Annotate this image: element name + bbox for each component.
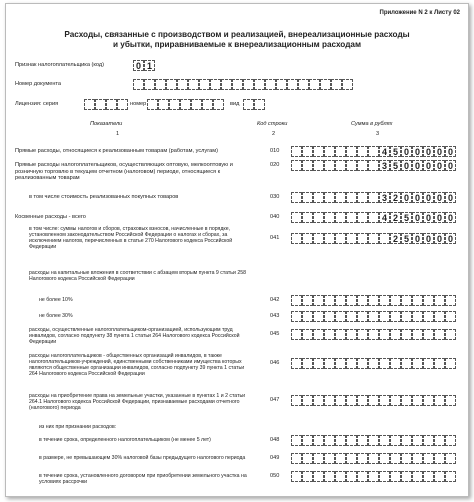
- row-040-label: Косвенные расходы - всего: [15, 214, 86, 220]
- sum-cell-046[interactable]: [401, 358, 412, 369]
- sum-cell-030[interactable]: [357, 192, 368, 203]
- sum-cell-041[interactable]: [302, 233, 313, 244]
- sum-cell-020[interactable]: 0: [445, 160, 456, 171]
- doc-number-cell[interactable]: [199, 79, 210, 90]
- doc-number-cell[interactable]: [265, 79, 276, 90]
- sum-cell-048[interactable]: [324, 435, 335, 446]
- sum-cell-047[interactable]: [324, 395, 335, 406]
- sum-cell-048[interactable]: [401, 435, 412, 446]
- sum-cell-050[interactable]: [390, 471, 401, 482]
- sum-cell-049[interactable]: [291, 453, 302, 464]
- sum-cell-010[interactable]: 0: [423, 146, 434, 157]
- sum-cell-045[interactable]: [335, 329, 346, 340]
- sum-cell-010[interactable]: [357, 146, 368, 157]
- sum-cell-030[interactable]: [346, 192, 357, 203]
- row-045-label: расходы, осуществленные налогоплательщиком-организацией, использующим труд инвалидов, согласно подпункту 38 пункта 1 статьи 264 Налогового кодекса Российской Федерации: [29, 327, 240, 346]
- license-series-cell[interactable]: [84, 99, 95, 110]
- row-041-code: 041: [270, 235, 280, 241]
- doc-number-cell[interactable]: [254, 79, 265, 90]
- sum-cell-041[interactable]: [346, 233, 357, 244]
- license-type-cell[interactable]: [254, 99, 265, 110]
- sum-cell-048[interactable]: [412, 435, 423, 446]
- sum-cell-050[interactable]: [423, 471, 434, 482]
- sum-cell-046[interactable]: [335, 358, 346, 369]
- sum-cell-046[interactable]: [291, 358, 302, 369]
- license-number-cell[interactable]: [191, 99, 202, 110]
- sum-cell-030[interactable]: [324, 192, 335, 203]
- sum-cell-045[interactable]: [357, 329, 368, 340]
- sum-cell-043[interactable]: [368, 311, 379, 322]
- sum-cell-047[interactable]: [357, 395, 368, 406]
- sum-cell-043[interactable]: [390, 311, 401, 322]
- col-sum-header: Сумма в рублях: [351, 121, 393, 127]
- sum-cell-040[interactable]: 2: [390, 212, 401, 223]
- doc-number-cell[interactable]: [342, 79, 353, 90]
- sum-cell-042[interactable]: [368, 295, 379, 306]
- sum-cell-020[interactable]: 0: [423, 160, 434, 171]
- sum-cell-020[interactable]: 0: [412, 160, 423, 171]
- sum-cell-043[interactable]: [434, 311, 445, 322]
- doc-number-cell[interactable]: [155, 79, 166, 90]
- sum-cell-040[interactable]: [302, 212, 313, 223]
- sum-cell-020[interactable]: [302, 160, 313, 171]
- doc-number-cell[interactable]: [331, 79, 342, 90]
- sum-cell-043[interactable]: [313, 311, 324, 322]
- sum-cell-042[interactable]: [291, 295, 302, 306]
- doc-number-cell[interactable]: [298, 79, 309, 90]
- sum-cell-049[interactable]: [379, 453, 390, 464]
- sum-cell-030[interactable]: 2: [390, 192, 401, 203]
- license-series-cell[interactable]: [106, 99, 117, 110]
- sum-cell-049[interactable]: [368, 453, 379, 464]
- sum-cell-040[interactable]: [335, 212, 346, 223]
- sum-cell-050[interactable]: [434, 471, 445, 482]
- row-010-code: 010: [270, 148, 280, 154]
- sum-cell-045[interactable]: [434, 329, 445, 340]
- doc-number-cell[interactable]: [320, 79, 331, 90]
- sum-cell-040[interactable]: 4: [379, 212, 390, 223]
- sum-cell-030[interactable]: 0: [445, 192, 456, 203]
- sum-cell-050[interactable]: [313, 471, 324, 482]
- sum-cell-030[interactable]: [291, 192, 302, 203]
- sum-cell-042[interactable]: [401, 295, 412, 306]
- sum-cell-046[interactable]: [313, 358, 324, 369]
- sum-cell-049[interactable]: [434, 453, 445, 464]
- sum-cell-010[interactable]: [324, 146, 335, 157]
- sum-cell-047[interactable]: [291, 395, 302, 406]
- sum-cell-048[interactable]: [313, 435, 324, 446]
- license-number-cell[interactable]: [158, 99, 169, 110]
- sum-cell-050[interactable]: [302, 471, 313, 482]
- sum-cell-010[interactable]: 5: [390, 146, 401, 157]
- license-number-cell[interactable]: [169, 99, 180, 110]
- sum-cell-047[interactable]: [346, 395, 357, 406]
- sum-cell-050[interactable]: [401, 471, 412, 482]
- sum-cell-042[interactable]: [390, 295, 401, 306]
- row-050-code: 050: [270, 473, 280, 479]
- license-series-cell[interactable]: [95, 99, 106, 110]
- sum-cell-043[interactable]: [401, 311, 412, 322]
- sum-cell-047[interactable]: [401, 395, 412, 406]
- sum-cell-010[interactable]: 0: [445, 146, 456, 157]
- sum-cell-020[interactable]: [324, 160, 335, 171]
- sum-cell-047[interactable]: [434, 395, 445, 406]
- sum-cell-046[interactable]: [302, 358, 313, 369]
- license-number-cell[interactable]: [147, 99, 158, 110]
- sum-cell-042[interactable]: [357, 295, 368, 306]
- row-046-code: 046: [270, 360, 280, 366]
- sum-cell-041[interactable]: [313, 233, 324, 244]
- sum-cell-040[interactable]: [357, 212, 368, 223]
- sum-cell-048[interactable]: [302, 435, 313, 446]
- sum-cell-042[interactable]: [335, 295, 346, 306]
- license-number-cell[interactable]: [202, 99, 213, 110]
- sum-cell-030[interactable]: [313, 192, 324, 203]
- row-030-label: в том числе стоимость реализованных покупных товаров: [29, 194, 179, 200]
- sum-cell-020[interactable]: [346, 160, 357, 171]
- doc-number-cell[interactable]: [309, 79, 320, 90]
- sum-cell-047[interactable]: [390, 395, 401, 406]
- sum-cell-043[interactable]: [324, 311, 335, 322]
- sum-cell-047[interactable]: [423, 395, 434, 406]
- sum-cell-048[interactable]: [335, 435, 346, 446]
- sum-cell-041[interactable]: [357, 233, 368, 244]
- sum-cell-010[interactable]: [291, 146, 302, 157]
- sum-cell-020[interactable]: [291, 160, 302, 171]
- sum-cell-010[interactable]: 0: [412, 146, 423, 157]
- sum-cell-030[interactable]: [302, 192, 313, 203]
- sum-cell-040[interactable]: 0: [423, 212, 434, 223]
- sum-cell-048[interactable]: [445, 435, 456, 446]
- row-020-code: 020: [270, 162, 280, 168]
- capex-label: расходы на капитальные вложения в соответствии с абзацем вторым пункта 9 статьи 258 Налогового кодекса Российской Федерации: [29, 270, 247, 283]
- col-number-2: 2: [272, 131, 276, 137]
- sum-cell-049[interactable]: [313, 453, 324, 464]
- row-042-code: 042: [270, 297, 280, 303]
- license-series-label: Лицензия: серия: [15, 101, 59, 107]
- sum-cell-047[interactable]: [335, 395, 346, 406]
- sum-cell-045[interactable]: [390, 329, 401, 340]
- sum-cell-041[interactable]: 0: [445, 233, 456, 244]
- sum-cell-041[interactable]: [324, 233, 335, 244]
- sum-cell-045[interactable]: [324, 329, 335, 340]
- sum-cell-042[interactable]: [324, 295, 335, 306]
- sum-cell-046[interactable]: [324, 358, 335, 369]
- sum-cell-047[interactable]: [302, 395, 313, 406]
- sum-cell-046[interactable]: [379, 358, 390, 369]
- sum-cell-042[interactable]: [379, 295, 390, 306]
- sum-cell-010[interactable]: [346, 146, 357, 157]
- sum-cell-042[interactable]: [423, 295, 434, 306]
- sum-cell-048[interactable]: [423, 435, 434, 446]
- col-indicators-header: Показатели: [90, 121, 123, 127]
- sum-cell-048[interactable]: [390, 435, 401, 446]
- sum-cell-045[interactable]: [346, 329, 357, 340]
- sum-cell-041[interactable]: 0: [434, 233, 445, 244]
- sum-cell-043[interactable]: [357, 311, 368, 322]
- sum-cell-047[interactable]: [445, 395, 456, 406]
- row-042-label: не более 10%: [39, 297, 73, 303]
- sum-cell-050[interactable]: [379, 471, 390, 482]
- sum-cell-020[interactable]: 0: [434, 160, 445, 171]
- sum-cell-049[interactable]: [423, 453, 434, 464]
- sum-cell-043[interactable]: [423, 311, 434, 322]
- row-048-code: 048: [270, 437, 280, 443]
- sum-cell-043[interactable]: [291, 311, 302, 322]
- sum-cell-041[interactable]: [379, 233, 390, 244]
- sum-cell-041[interactable]: [368, 233, 379, 244]
- doc-number-cell[interactable]: [287, 79, 298, 90]
- sum-cell-010[interactable]: [313, 146, 324, 157]
- row-045-code: 045: [270, 331, 280, 337]
- sum-cell-050[interactable]: [346, 471, 357, 482]
- sum-cell-045[interactable]: [412, 329, 423, 340]
- row-043-label: не более 30%: [39, 313, 73, 319]
- sum-cell-042[interactable]: [346, 295, 357, 306]
- row-010-label: Прямые расходы, относящиеся к реализованным товарам (работам, услугам): [15, 148, 218, 154]
- sum-cell-050[interactable]: [291, 471, 302, 482]
- license-series-cell[interactable]: [117, 99, 128, 110]
- sum-cell-049[interactable]: [445, 453, 456, 464]
- form-title: [6, 30, 468, 50]
- row-043-code: 043: [270, 313, 280, 319]
- sum-cell-049[interactable]: [302, 453, 313, 464]
- sum-cell-040[interactable]: [291, 212, 302, 223]
- sum-cell-049[interactable]: [357, 453, 368, 464]
- sum-cell-046[interactable]: [412, 358, 423, 369]
- sum-cell-045[interactable]: [401, 329, 412, 340]
- sum-cell-040[interactable]: [324, 212, 335, 223]
- sum-cell-042[interactable]: [412, 295, 423, 306]
- sum-cell-041[interactable]: 0: [412, 233, 423, 244]
- doc-number-cell[interactable]: [276, 79, 287, 90]
- sum-cell-047[interactable]: [379, 395, 390, 406]
- sum-cell-045[interactable]: [302, 329, 313, 340]
- sum-cell-050[interactable]: [357, 471, 368, 482]
- recognition-label: из них при признании расходов:: [39, 424, 117, 430]
- license-type-label: вид: [230, 101, 240, 107]
- sum-cell-040[interactable]: 5: [401, 212, 412, 223]
- sum-cell-020[interactable]: [335, 160, 346, 171]
- sum-cell-043[interactable]: [445, 311, 456, 322]
- title-line-2: и убытки, приравниваемые к внереализационным расходам: [112, 40, 362, 49]
- doc-number-cell[interactable]: [188, 79, 199, 90]
- sum-cell-020[interactable]: [357, 160, 368, 171]
- sum-cell-040[interactable]: 0: [434, 212, 445, 223]
- sum-cell-020[interactable]: 5: [390, 160, 401, 171]
- sum-cell-049[interactable]: [346, 453, 357, 464]
- sum-cell-043[interactable]: [412, 311, 423, 322]
- sum-cell-010[interactable]: 0: [401, 146, 412, 157]
- sum-cell-047[interactable]: [412, 395, 423, 406]
- row-046-label: расходы налогоплательщиков - общественных организаций инвалидов, в также налогоплательщиков-учреждений, единственными собственниками имущества которых являются общественные организации инвалидов, согласно подпункту 39 пункта 1 статьи 264 Налогового кодекса Российской Федерации: [29, 353, 245, 378]
- sum-cell-030[interactable]: [335, 192, 346, 203]
- sum-cell-046[interactable]: [368, 358, 379, 369]
- taxpayer-sign-digit-2[interactable]: 1: [144, 60, 155, 71]
- sum-cell-045[interactable]: [291, 329, 302, 340]
- sum-cell-045[interactable]: [379, 329, 390, 340]
- sum-cell-048[interactable]: [291, 435, 302, 446]
- sum-cell-046[interactable]: [434, 358, 445, 369]
- sum-cell-040[interactable]: 0: [445, 212, 456, 223]
- doc-number-cell[interactable]: [243, 79, 254, 90]
- sum-cell-041[interactable]: [335, 233, 346, 244]
- sum-cell-041[interactable]: 2: [390, 233, 401, 244]
- sum-cell-048[interactable]: [379, 435, 390, 446]
- sum-cell-046[interactable]: [357, 358, 368, 369]
- sum-cell-049[interactable]: [412, 453, 423, 464]
- doc-number-cell[interactable]: [133, 79, 144, 90]
- sum-cell-049[interactable]: [335, 453, 346, 464]
- sum-cell-049[interactable]: [324, 453, 335, 464]
- sum-cell-045[interactable]: [313, 329, 324, 340]
- sum-cell-042[interactable]: [302, 295, 313, 306]
- sum-cell-042[interactable]: [313, 295, 324, 306]
- sum-cell-050[interactable]: [445, 471, 456, 482]
- sum-cell-049[interactable]: [401, 453, 412, 464]
- license-type-cell[interactable]: [243, 99, 254, 110]
- appendix-label: Приложение N 2 к Листу 02: [379, 10, 460, 16]
- sum-cell-030[interactable]: 0: [412, 192, 423, 203]
- license-number-cell[interactable]: [213, 99, 224, 110]
- sum-cell-049[interactable]: [390, 453, 401, 464]
- sum-cell-030[interactable]: 0: [423, 192, 434, 203]
- sum-cell-043[interactable]: [335, 311, 346, 322]
- doc-number-label: Номер документа: [15, 81, 62, 87]
- sum-cell-010[interactable]: 0: [434, 146, 445, 157]
- sum-cell-050[interactable]: [412, 471, 423, 482]
- sum-cell-010[interactable]: [368, 146, 379, 157]
- doc-number-cell[interactable]: [166, 79, 177, 90]
- sum-cell-041[interactable]: 0: [423, 233, 434, 244]
- sum-cell-040[interactable]: [368, 212, 379, 223]
- sum-cell-030[interactable]: 0: [401, 192, 412, 203]
- sum-cell-010[interactable]: 4: [379, 146, 390, 157]
- sum-cell-043[interactable]: [346, 311, 357, 322]
- sum-cell-042[interactable]: [445, 295, 456, 306]
- doc-number-cell[interactable]: [232, 79, 243, 90]
- sum-cell-047[interactable]: [368, 395, 379, 406]
- sum-cell-020[interactable]: 3: [379, 160, 390, 171]
- sum-cell-020[interactable]: [313, 160, 324, 171]
- sum-cell-050[interactable]: [335, 471, 346, 482]
- sum-cell-045[interactable]: [423, 329, 434, 340]
- sum-cell-048[interactable]: [346, 435, 357, 446]
- sum-cell-048[interactable]: [434, 435, 445, 446]
- sum-cell-042[interactable]: [434, 295, 445, 306]
- col-number-1: 1: [116, 131, 120, 137]
- sum-cell-040[interactable]: [346, 212, 357, 223]
- row-047-code: 047: [270, 397, 280, 403]
- taxpayer-sign-label: Признак налогоплательщика (код): [15, 62, 105, 68]
- sum-cell-043[interactable]: [302, 311, 313, 322]
- col-code-header: Код строки: [257, 121, 288, 127]
- sum-cell-030[interactable]: 0: [434, 192, 445, 203]
- sum-cell-041[interactable]: 5: [401, 233, 412, 244]
- sum-cell-020[interactable]: [368, 160, 379, 171]
- sum-cell-048[interactable]: [368, 435, 379, 446]
- sum-cell-045[interactable]: [368, 329, 379, 340]
- sum-cell-050[interactable]: [368, 471, 379, 482]
- sum-cell-010[interactable]: [302, 146, 313, 157]
- sum-cell-045[interactable]: [445, 329, 456, 340]
- row-048-label: в течение срока, определенного налогоплательщиком (не менее 5 лет): [39, 437, 211, 443]
- row-020-label: Прямые расходы налогоплательщиков, осуществляющих оптовую, мелкооптовую и розничную торговлю в текущем отчетном (налоговом) периоде, относящиеся к реализованным товарам: [15, 162, 233, 182]
- sum-cell-030[interactable]: 3: [379, 192, 390, 203]
- row-030-code: 030: [270, 194, 280, 200]
- doc-number-cell[interactable]: [221, 79, 232, 90]
- row-049-code: 049: [270, 455, 280, 461]
- sum-cell-010[interactable]: [335, 146, 346, 157]
- taxpayer-sign-digit-1[interactable]: 0: [133, 60, 144, 71]
- sum-cell-043[interactable]: [379, 311, 390, 322]
- row-049-label: в размере, не превышающем 30% налоговой базы предыдущего налогового периода: [39, 455, 246, 461]
- sum-cell-046[interactable]: [346, 358, 357, 369]
- doc-number-cell[interactable]: [210, 79, 221, 90]
- row-040-code: 040: [270, 214, 280, 220]
- row-041-label: в том числе: суммы налогов и сборов, страховых взносов, начисленные в порядке, установленном законодательством Российской Федерации о налогах и сборах, за исключением налогов, перечисленных в статье 270 Налогового кодекса Российской Федерации: [29, 226, 233, 251]
- form-sheet: [5, 3, 469, 497]
- sum-cell-046[interactable]: [445, 358, 456, 369]
- sum-cell-040[interactable]: 0: [412, 212, 423, 223]
- sum-cell-030[interactable]: [368, 192, 379, 203]
- doc-number-cell[interactable]: [144, 79, 155, 90]
- sum-cell-050[interactable]: [324, 471, 335, 482]
- row-050-label: в течение срока, установленного договором при приобретении земельного участка на условиях рассрочки: [39, 473, 247, 486]
- sum-cell-020[interactable]: 0: [401, 160, 412, 171]
- sum-cell-048[interactable]: [357, 435, 368, 446]
- sum-cell-041[interactable]: [291, 233, 302, 244]
- sum-cell-046[interactable]: [423, 358, 434, 369]
- license-number-cell[interactable]: [180, 99, 191, 110]
- row-047-label: расходы на приобретение права на земельные участки, указанные в пунктах 1 и 2 статьи 264.1 Налогового кодекса Российской Федерации, признаваемые расходами отчетного (налогового) периода: [29, 393, 246, 412]
- sum-cell-046[interactable]: [390, 358, 401, 369]
- sum-cell-040[interactable]: [313, 212, 324, 223]
- license-number-label: номер: [130, 101, 147, 107]
- col-number-3: 3: [376, 131, 380, 137]
- doc-number-cell[interactable]: [177, 79, 188, 90]
- title-line-1: Расходы, связанные с производством и реализацией, внереализационные расходы: [64, 30, 410, 39]
- sum-cell-047[interactable]: [313, 395, 324, 406]
